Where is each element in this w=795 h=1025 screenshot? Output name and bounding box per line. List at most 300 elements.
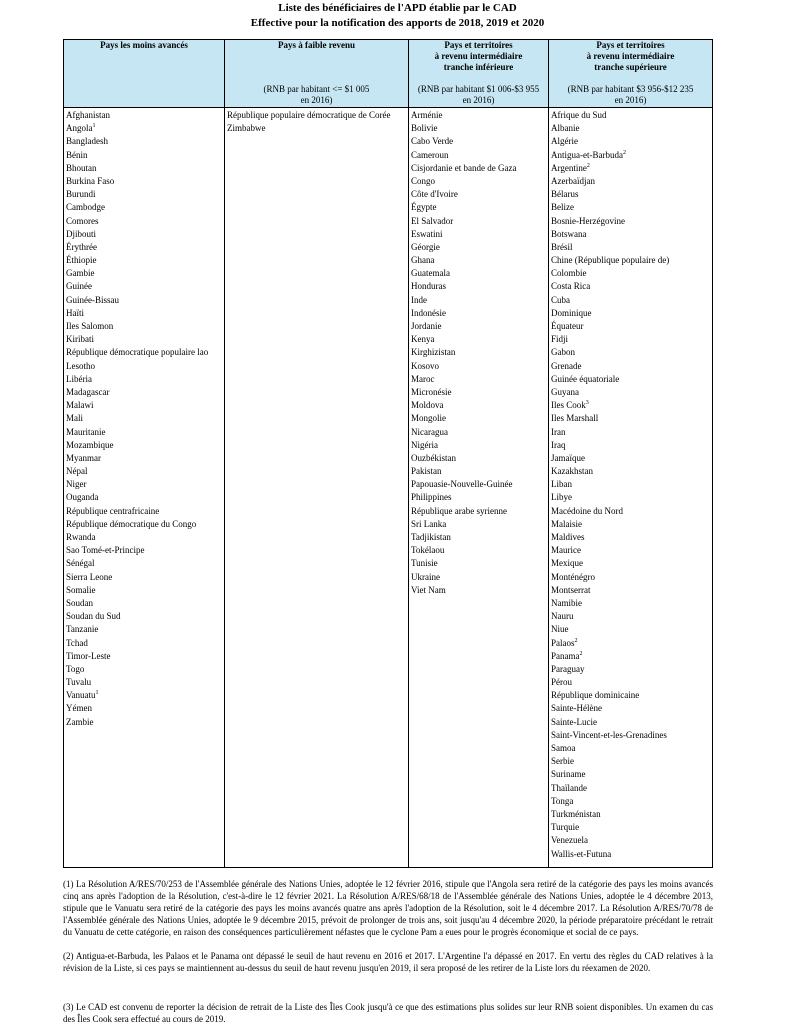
country-name: Philippines: [411, 492, 452, 503]
country-name: Lesotho: [66, 360, 95, 371]
country-name: Mali: [66, 413, 83, 424]
country-item: [551, 162, 710, 175]
column-subheading-line: en 2016): [614, 95, 647, 105]
country-item: [411, 149, 546, 162]
country-item: [66, 557, 222, 570]
country-item: [551, 135, 710, 148]
country-item: [551, 676, 710, 689]
country-item: [411, 109, 546, 122]
country-name: Vanuatu: [66, 690, 96, 701]
country-item: [551, 808, 710, 821]
country-item: [551, 782, 710, 795]
country-item: [66, 597, 222, 610]
country-item: [66, 149, 222, 162]
country-item: [66, 610, 222, 623]
country-item: [66, 175, 222, 188]
country-item: [551, 412, 710, 425]
country-item: [66, 663, 222, 676]
country-name: Ouzbékistan: [411, 452, 456, 463]
country-name: Antigua-et-Barbuda: [551, 149, 623, 160]
column-header: [549, 40, 712, 107]
country-item: [66, 478, 222, 491]
country-item: [66, 689, 222, 702]
country-item: [411, 175, 546, 188]
country-item: [551, 637, 710, 650]
country-item: [551, 848, 710, 861]
country-item: [411, 122, 546, 135]
country-name: Honduras: [411, 281, 446, 292]
country-name: Sénégal: [66, 558, 95, 569]
country-name: Sao Tomé-et-Principe: [66, 545, 145, 556]
country-name: Venezuela: [551, 835, 588, 846]
country-name: Grenade: [551, 360, 582, 371]
country-item: [66, 505, 222, 518]
country-item: [551, 505, 710, 518]
title-line-2: Effective pour la notification des apports de 2018, 2019 et 2020: [250, 17, 545, 29]
country-item: [411, 267, 546, 280]
country-item: [551, 175, 710, 188]
country-name: Wallis-et-Futuna: [551, 848, 612, 859]
country-item: [551, 610, 710, 623]
country-item: [66, 452, 222, 465]
country-name: Zambie: [66, 716, 94, 727]
country-name: Turquie: [551, 822, 580, 833]
country-item: [66, 716, 222, 729]
column-heading-line: à revenu intermédiaire: [434, 51, 523, 61]
country-name: Bélarus: [551, 189, 579, 200]
country-item: [411, 254, 546, 267]
country-name: Maurice: [551, 545, 581, 556]
country-name: Comores: [66, 215, 99, 226]
country-name: Ouganda: [66, 492, 99, 503]
country-item: [551, 491, 710, 504]
country-name: Burundi: [66, 189, 96, 200]
column-heading-line: Pays et territoires: [596, 40, 665, 50]
country-item: [411, 360, 546, 373]
title-line-1: Liste des bénéficiaires de l'APD établie par le CAD: [278, 2, 517, 14]
country-name: Togo: [66, 663, 85, 674]
country-item: [551, 439, 710, 452]
country-name: Cabo Verde: [411, 136, 454, 147]
country-name: Cisjordanie et bande de Gaza: [411, 162, 517, 173]
country-item: [411, 215, 546, 228]
country-item: [66, 135, 222, 148]
country-item: [551, 544, 710, 557]
country-item: [66, 571, 222, 584]
country-name: République populaire démocratique de Corée: [227, 110, 391, 120]
country-item: [551, 109, 710, 122]
country-name: République centrafricaine: [66, 505, 160, 516]
column-divider: [548, 40, 549, 867]
country-item: [66, 215, 222, 228]
column-subheading-line: en 2016): [462, 95, 495, 105]
country-item: [551, 307, 710, 320]
country-item: [411, 452, 546, 465]
country-item: [66, 412, 222, 425]
country-item: [551, 188, 710, 201]
country-item: [551, 650, 710, 663]
country-item: [411, 557, 546, 570]
country-name: Guinée-Bissau: [66, 294, 119, 305]
country-item: [551, 373, 710, 386]
country-name: Somalie: [66, 584, 96, 595]
country-item: [551, 518, 710, 531]
country-name: Kazakhstan: [551, 466, 593, 477]
column-subheading-line: (RNB par habitant $1 006-$3 955: [417, 84, 540, 94]
country-name: Malawi: [66, 400, 94, 411]
country-item: [66, 122, 222, 135]
country-name: Guinée équatoriale: [551, 373, 620, 384]
column-header: [409, 40, 548, 107]
country-name: Myanmar: [66, 452, 101, 463]
country-item: [551, 280, 710, 293]
country-item: [66, 518, 222, 531]
country-name: Bhoutan: [66, 162, 97, 173]
country-item: [551, 122, 710, 135]
country-name: Panama: [551, 650, 580, 661]
country-item: [66, 254, 222, 267]
country-name: Kiribati: [66, 334, 94, 345]
country-name: Afrique du Sud: [551, 110, 607, 120]
country-name: Madagascar: [66, 386, 110, 397]
footnote-marker: 3: [585, 400, 589, 407]
country-name: Népal: [66, 466, 88, 477]
column-subheading: [549, 84, 712, 106]
country-name: Saint-Vincent-et-les-Grenadines: [551, 729, 667, 740]
country-item: [551, 689, 710, 702]
country-item: [66, 228, 222, 241]
footnote-marker: 2: [586, 162, 590, 169]
column-heading-line: à revenu intermédiaire: [586, 51, 675, 61]
country-item: [551, 149, 710, 162]
country-item: [551, 399, 710, 412]
country-name: Fidji: [551, 334, 569, 345]
country-name: Kirghizistan: [411, 347, 456, 358]
country-name: Malaisie: [551, 518, 582, 529]
column-heading-line: Pays et territoires: [444, 40, 513, 50]
country-name: Afghanistan: [66, 110, 110, 120]
country-item: [411, 544, 546, 557]
country-item: [411, 188, 546, 201]
column-divider: [408, 40, 409, 867]
country-name: Niger: [66, 479, 87, 490]
country-item: [411, 439, 546, 452]
country-name: Botswana: [551, 228, 587, 239]
country-column: [66, 109, 222, 729]
country-name: Macédoine du Nord: [551, 505, 623, 516]
country-name: Érythrée: [66, 241, 97, 252]
country-name: Tchad: [66, 637, 88, 648]
country-name: Micronésie: [411, 386, 452, 397]
column-heading-line: Pays les moins avancés: [100, 40, 188, 50]
country-item: [411, 228, 546, 241]
country-name: Mauritanie: [66, 426, 106, 437]
country-item: [66, 320, 222, 333]
country-name: Tanzanie: [66, 624, 99, 635]
country-name: Arménie: [411, 110, 443, 120]
country-item: [411, 346, 546, 359]
country-name: Kosovo: [411, 360, 440, 371]
country-item: [411, 505, 546, 518]
country-item: [66, 294, 222, 307]
country-item: [66, 544, 222, 557]
country-name: Mongolie: [411, 413, 446, 424]
country-name: Équateur: [551, 321, 584, 331]
country-name: Angola: [66, 123, 93, 134]
country-name: Dominique: [551, 307, 592, 318]
country-name: Pakistan: [411, 466, 442, 477]
country-name: Mozambique: [66, 439, 114, 450]
country-name: Guyana: [551, 386, 579, 397]
country-item: [411, 412, 546, 425]
country-name: Maldives: [551, 532, 585, 542]
country-name: Argentine: [551, 162, 587, 173]
country-name: Montserrat: [551, 584, 591, 595]
country-item: [551, 386, 710, 399]
country-name: Mexique: [551, 558, 583, 569]
country-name: Eswatini: [411, 228, 443, 239]
country-name: Ukraine: [411, 571, 440, 582]
country-item: [551, 716, 710, 729]
country-name: Djibouti: [66, 228, 97, 239]
country-item: [551, 834, 710, 847]
country-item: [551, 571, 710, 584]
country-name: Sri Lanka: [411, 518, 447, 529]
country-column: [227, 109, 406, 135]
country-item: [66, 386, 222, 399]
country-name: Jordanie: [411, 321, 442, 331]
country-name: Indonésie: [411, 307, 446, 318]
country-column: [411, 109, 546, 597]
country-item: [411, 373, 546, 386]
country-item: [66, 702, 222, 715]
country-item: [551, 333, 710, 346]
country-name: Tuvalu: [66, 677, 92, 688]
country-name: République démocratique du Congo: [66, 518, 197, 529]
footnote-marker: 2: [574, 637, 578, 644]
country-name: Bangladesh: [66, 136, 108, 147]
country-item: [66, 650, 222, 663]
country-item: [411, 320, 546, 333]
country-name: Zimbabwe: [227, 123, 266, 134]
column-subheading-line: (RNB par habitant <= $1 005: [263, 84, 370, 94]
country-item: [66, 426, 222, 439]
column-heading-line: tranche supérieure: [594, 62, 667, 72]
country-item: [551, 452, 710, 465]
country-name: Azerbaïdjan: [551, 175, 595, 186]
country-item: [551, 795, 710, 808]
country-item: [411, 135, 546, 148]
country-item: [551, 702, 710, 715]
country-item: [551, 729, 710, 742]
country-name: Serbie: [551, 756, 574, 767]
country-name: Libéria: [66, 373, 92, 384]
country-name: Inde: [411, 294, 427, 305]
country-name: Gambie: [66, 268, 95, 279]
country-name: Cambodge: [66, 202, 105, 213]
country-item: [551, 755, 710, 768]
country-item: [411, 571, 546, 584]
country-name: Égypte: [411, 202, 437, 213]
country-item: [411, 491, 546, 504]
country-item: [66, 623, 222, 636]
country-name: République dominicaine: [551, 690, 640, 701]
country-item: [66, 360, 222, 373]
country-item: [227, 109, 406, 122]
country-name: Soudan du Sud: [66, 611, 121, 622]
country-item: [551, 215, 710, 228]
country-name: Côte d'Ivoire: [411, 189, 458, 200]
footnote-marker: 1: [92, 123, 96, 130]
country-name: Liban: [551, 479, 572, 490]
country-name: Burkina Faso: [66, 175, 115, 186]
country-item: [66, 109, 222, 122]
country-item: [551, 557, 710, 570]
country-item: [411, 584, 546, 597]
country-item: [66, 241, 222, 254]
country-name: Nigéria: [411, 439, 438, 450]
country-name: Libye: [551, 492, 572, 503]
country-item: [411, 280, 546, 293]
country-name: Sainte-Hélène: [551, 703, 602, 714]
country-item: [551, 531, 710, 544]
country-item: [411, 386, 546, 399]
country-item: [411, 294, 546, 307]
country-name: Colombie: [551, 268, 587, 279]
footnote: (2) Antigua-et-Barbuda, les Palaos et le Panama ont dépassé le seuil de haut revenu en 2016 et 2017. L'Argentine l'a dépassé en 2017. En vertu des règles du CAD relatives à la révision de la Liste, si ces pays se maintiennent au-dessus du seuil de haut revenu jusqu'en 2019, il sera proposé de les retirer de la Liste lors du réexamen de 2020.: [63, 951, 713, 973]
country-item: [551, 360, 710, 373]
country-name: Iles Cook: [551, 400, 586, 411]
country-item: [66, 346, 222, 359]
footnote-marker: 2: [622, 149, 626, 156]
country-item: [551, 597, 710, 610]
country-name: El Salvador: [411, 215, 454, 226]
country-item: [551, 465, 710, 478]
country-item: [551, 478, 710, 491]
footnote-marker: 2: [579, 650, 583, 657]
country-item: [66, 307, 222, 320]
country-item: [227, 122, 406, 135]
country-name: Chine (République populaire de): [551, 255, 670, 266]
country-name: Turkménistan: [551, 808, 601, 819]
country-item: [551, 584, 710, 597]
country-name: Brésil: [551, 241, 573, 252]
country-item: [551, 254, 710, 267]
country-item: [66, 531, 222, 544]
country-name: Thaïlande: [551, 782, 587, 793]
country-item: [66, 373, 222, 386]
country-name: Kenya: [411, 334, 435, 345]
country-item: [66, 491, 222, 504]
column-subheading: [225, 84, 408, 106]
country-name: Cameroun: [411, 149, 449, 160]
country-name: Guinée: [66, 281, 92, 292]
country-name: Papouasie-Nouvelle-Guinée: [411, 479, 513, 490]
country-item: [411, 518, 546, 531]
footnote-marker: 1: [95, 690, 99, 697]
column-divider: [224, 40, 225, 867]
country-item: [411, 478, 546, 491]
country-item: [66, 637, 222, 650]
country-name: Guatemala: [411, 268, 450, 279]
country-name: République démocratique populaire lao: [66, 347, 209, 358]
column-subheading-line: en 2016): [300, 95, 333, 105]
country-name: Soudan: [66, 597, 93, 608]
country-column: [551, 109, 710, 861]
country-name: Éthiopie: [66, 255, 97, 266]
footnote: (3) Le CAD est convenu de reporter la décision de retrait de la Liste des Îles Cook jusqu'à ce que des estimations plus solides sur leur RNB soient disponibles. Un examen du cas des Îles Cook sera effectué au cours de 2019.: [63, 1002, 713, 1024]
country-name: Jamaïque: [551, 452, 585, 463]
country-name: Gabon: [551, 347, 575, 358]
country-name: Iraq: [551, 439, 566, 450]
footnote: (1) La Résolution A/RES/70/253 de l'Assemblée générale des Nations Unies, adoptée le 12 février 2016, stipule que l'Angola sera retiré de la catégorie des pays les moins avancés cinq ans après l'adoption de la Résolution, c'est-à-dire le 12 février 2021. La Résolution A/RES/68/18 de l'Assemblée générale des Nations Unies, adoptée le 4 décembre 2013, stipule que le Vanuatu sera retiré de la catégorie des pays les moins avancés quatre ans après l'adoption de la Résolution, soit le 4 décembre 2017. La Résolution A/RES/70/78 de l'Assemblée générale des Nations Unies, adoptée le 9 décembre 2015, prévoit de prolonger de trois ans, soit jusqu'au 4 décembre 2020, la période préparatoire précédant le retrait du Vanuatu de cette catégorie, en raison des conséquences particulièrement néfastes que le cyclone Pam a eues pour le progrès économique et social de ce pays.: [63, 879, 713, 937]
country-item: [66, 201, 222, 214]
country-name: Iran: [551, 426, 566, 437]
country-item: [551, 623, 710, 636]
country-name: Costa Rica: [551, 281, 591, 292]
country-item: [411, 531, 546, 544]
country-item: [66, 399, 222, 412]
country-item: [551, 294, 710, 307]
country-item: [66, 584, 222, 597]
country-name: Moldova: [411, 400, 444, 411]
country-item: [551, 267, 710, 280]
country-name: Bolivie: [411, 123, 438, 134]
country-name: Yémen: [66, 703, 92, 714]
country-item: [551, 768, 710, 781]
country-name: Niue: [551, 624, 569, 635]
country-name: Congo: [411, 175, 436, 186]
column-heading-line: tranche inférieure: [443, 62, 514, 72]
country-name: Tadjikistan: [411, 532, 451, 542]
country-item: [551, 663, 710, 676]
country-name: Palaos: [551, 637, 575, 648]
country-item: [66, 280, 222, 293]
country-item: [551, 320, 710, 333]
country-item: [411, 241, 546, 254]
country-name: Iles Marshall: [551, 413, 599, 424]
country-name: Nicaragua: [411, 426, 448, 437]
country-name: Cuba: [551, 294, 570, 305]
country-name: Sierra Leone: [66, 571, 113, 582]
country-name: Tonga: [551, 795, 574, 806]
country-item: [551, 426, 710, 439]
country-item: [551, 201, 710, 214]
country-item: [411, 426, 546, 439]
country-item: [551, 742, 710, 755]
country-item: [66, 333, 222, 346]
country-item: [551, 228, 710, 241]
column-header: [225, 40, 408, 107]
country-name: Haïti: [66, 307, 84, 318]
beneficiaries-table: [63, 39, 713, 868]
country-item: [411, 465, 546, 478]
country-name: Algérie: [551, 136, 578, 147]
country-name: Albanie: [551, 123, 580, 134]
country-name: Pérou: [551, 677, 572, 688]
country-name: Iles Salomon: [66, 321, 114, 331]
country-name: Suriname: [551, 769, 586, 780]
country-name: Monténégro: [551, 571, 595, 582]
country-item: [551, 821, 710, 834]
country-item: [66, 676, 222, 689]
country-name: Bosnie-Herzégovine: [551, 215, 625, 226]
country-item: [411, 399, 546, 412]
country-name: Namibie: [551, 597, 582, 608]
country-name: Viet Nam: [411, 584, 446, 595]
country-item: [411, 201, 546, 214]
country-name: Belize: [551, 202, 574, 213]
